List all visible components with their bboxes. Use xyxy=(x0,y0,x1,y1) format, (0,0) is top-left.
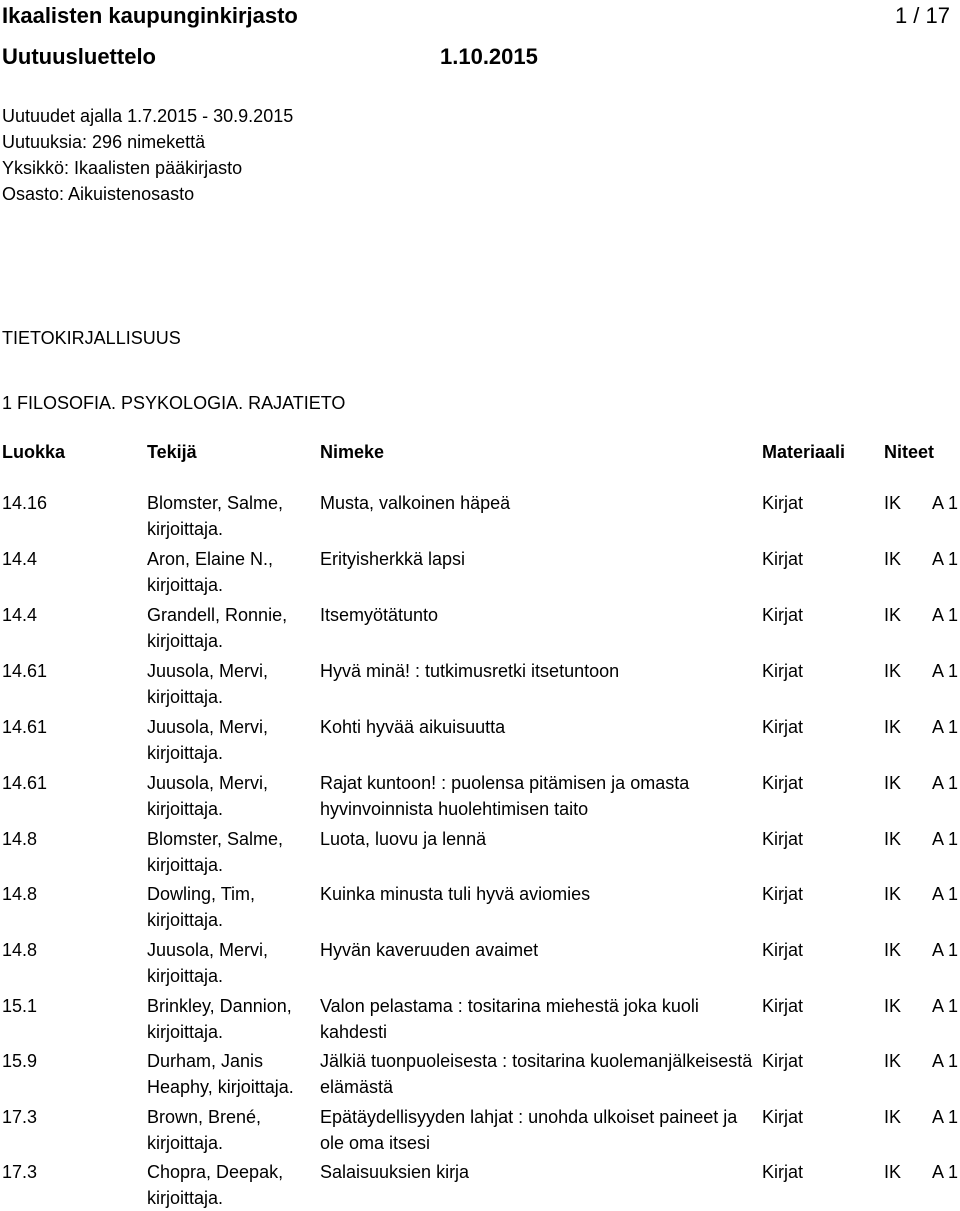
column-header-luokka: Luokka xyxy=(2,442,66,462)
row-nimeke: Itsemyötätunto xyxy=(320,605,439,625)
row-nimeke: Valon pelastama : tositarina miehestä joka kuoli kahdesti xyxy=(320,996,699,1042)
row-nimeke: Erityisherkkä lapsi xyxy=(320,549,466,569)
table-row xyxy=(0,1159,960,1207)
row-materiaali: Kirjat xyxy=(762,605,804,625)
row-niteet: A 1 xyxy=(932,940,959,960)
row-sijainti: IK xyxy=(884,940,902,960)
row-niteet: A 1 xyxy=(932,996,959,1016)
row-luokka: 14.16 xyxy=(2,493,48,513)
row-sijainti: IK xyxy=(884,493,902,513)
row-materiaali: Kirjat xyxy=(762,1162,804,1182)
row-niteet: A 1 xyxy=(932,549,959,569)
row-luokka: 14.61 xyxy=(2,773,48,793)
row-luokka: 17.3 xyxy=(2,1107,38,1127)
row-sijainti: IK xyxy=(884,1107,902,1127)
table-row xyxy=(0,1048,960,1100)
row-nimeke: Kuinka minusta tuli hyvä aviomies xyxy=(320,884,591,904)
row-nimeke: Salaisuuksien kirja xyxy=(320,1162,470,1182)
library-name: Ikaalisten kaupunginkirjasto xyxy=(2,3,298,28)
row-tekija: Juusola, Mervi, kirjoittaja. xyxy=(147,661,269,707)
row-materiaali: Kirjat xyxy=(762,1051,804,1071)
row-luokka: 14.8 xyxy=(2,884,38,904)
row-sijainti: IK xyxy=(884,605,902,625)
table-row xyxy=(0,658,960,710)
row-luokka: 14.4 xyxy=(2,549,38,569)
row-luokka: 15.1 xyxy=(2,996,38,1016)
row-tekija: Aron, Elaine N., kirjoittaja. xyxy=(147,549,274,595)
row-sijainti: IK xyxy=(884,1051,902,1071)
row-luokka: 17.3 xyxy=(2,1162,38,1182)
row-niteet: A 1 xyxy=(932,1162,959,1182)
table-row xyxy=(0,881,960,933)
row-niteet: A 1 xyxy=(932,773,959,793)
category-heading: TIETOKIRJALLISUUS xyxy=(2,328,181,348)
row-materiaali: Kirjat xyxy=(762,493,804,513)
table-row xyxy=(0,937,960,989)
row-sijainti: IK xyxy=(884,717,902,737)
table-row xyxy=(0,1104,960,1156)
row-niteet: A 1 xyxy=(932,493,959,513)
row-tekija: Brinkley, Dannion, kirjoittaja. xyxy=(147,996,292,1042)
row-materiaali: Kirjat xyxy=(762,549,804,569)
row-tekija: Juusola, Mervi, kirjoittaja. xyxy=(147,773,269,819)
table-row xyxy=(0,770,960,822)
unit-text: Yksikkö: Ikaalisten pääkirjasto xyxy=(2,158,243,178)
table-row xyxy=(0,826,960,878)
row-luokka: 15.9 xyxy=(2,1051,38,1071)
row-materiaali: Kirjat xyxy=(762,996,804,1016)
row-luokka: 14.8 xyxy=(2,940,38,960)
row-tekija: Grandell, Ronnie, kirjoittaja. xyxy=(147,605,288,651)
row-nimeke: Hyvän kaveruuden avaimet xyxy=(320,940,539,960)
list-title: Uutuusluettelo xyxy=(2,44,156,69)
row-sijainti: IK xyxy=(884,549,902,569)
row-niteet: A 1 xyxy=(932,884,959,904)
dept-text: Osasto: Aikuistenosasto xyxy=(2,184,195,204)
row-tekija: Durham, Janis Heaphy, kirjoittaja. xyxy=(147,1051,294,1097)
row-niteet: A 1 xyxy=(932,1107,959,1127)
row-nimeke: Hyvä minä! : tutkimusretki itsetuntoon xyxy=(320,661,620,681)
row-materiaali: Kirjat xyxy=(762,829,804,849)
row-niteet: A 1 xyxy=(932,829,959,849)
row-sijainti: IK xyxy=(884,773,902,793)
row-niteet: A 1 xyxy=(932,717,959,737)
table-row xyxy=(0,993,960,1045)
row-materiaali: Kirjat xyxy=(762,661,804,681)
row-luokka: 14.4 xyxy=(2,605,38,625)
column-header-tekija: Tekijä xyxy=(147,442,197,462)
row-tekija: Blomster, Salme, kirjoittaja. xyxy=(147,829,284,875)
table-row xyxy=(0,714,960,766)
subcategory-heading: 1 FILOSOFIA. PSYKOLOGIA. RAJATIETO xyxy=(2,393,346,413)
table-row xyxy=(0,490,960,542)
row-sijainti: IK xyxy=(884,884,902,904)
row-nimeke: Kohti hyvää aikuisuutta xyxy=(320,717,506,737)
row-niteet: A 1 xyxy=(932,1051,959,1071)
row-tekija: Dowling, Tim, kirjoittaja. xyxy=(147,884,256,930)
row-nimeke: Epätäydellisyyden lahjat : unohda ulkoiset paineet ja ole oma itsesi xyxy=(320,1107,738,1153)
row-nimeke: Musta, valkoinen häpeä xyxy=(320,493,511,513)
list-date: 1.10.2015 xyxy=(440,44,538,69)
row-luokka: 14.8 xyxy=(2,829,38,849)
row-nimeke: Rajat kuntoon! : puolensa pitämisen ja omasta hyvinvoinnista huolehtimisen taito xyxy=(320,773,690,819)
row-materiaali: Kirjat xyxy=(762,940,804,960)
row-sijainti: IK xyxy=(884,1162,902,1182)
row-luokka: 14.61 xyxy=(2,661,48,681)
row-tekija: Brown, Brené, kirjoittaja. xyxy=(147,1107,262,1153)
row-niteet: A 1 xyxy=(932,605,959,625)
row-materiaali: Kirjat xyxy=(762,717,804,737)
row-luokka: 14.61 xyxy=(2,717,48,737)
row-niteet: A 1 xyxy=(932,661,959,681)
period-text: Uutuudet ajalla 1.7.2015 - 30.9.2015 xyxy=(2,106,294,126)
column-header-materiaali: Materiaali xyxy=(762,442,846,462)
row-sijainti: IK xyxy=(884,661,902,681)
count-text: Uutuuksia: 296 nimekettä xyxy=(2,132,206,152)
row-tekija: Juusola, Mervi, kirjoittaja. xyxy=(147,717,269,763)
row-nimeke: Luota, luovu ja lennä xyxy=(320,829,487,849)
column-header-niteet: Niteet xyxy=(884,442,935,462)
row-tekija: Blomster, Salme, kirjoittaja. xyxy=(147,493,284,539)
table-row xyxy=(0,602,960,654)
row-materiaali: Kirjat xyxy=(762,773,804,793)
row-sijainti: IK xyxy=(884,996,902,1016)
row-materiaali: Kirjat xyxy=(762,1107,804,1127)
column-header-nimeke: Nimeke xyxy=(320,442,385,462)
row-tekija: Juusola, Mervi, kirjoittaja. xyxy=(147,940,269,986)
row-sijainti: IK xyxy=(884,829,902,849)
row-tekija: Chopra, Deepak, kirjoittaja. xyxy=(147,1162,284,1208)
row-materiaali: Kirjat xyxy=(762,884,804,904)
row-nimeke: Jälkiä tuonpuoleisesta : tositarina kuolemanjälkeisestä elämästä xyxy=(320,1051,753,1097)
table-row xyxy=(0,546,960,598)
page-number: 1 / 17 xyxy=(894,3,950,28)
